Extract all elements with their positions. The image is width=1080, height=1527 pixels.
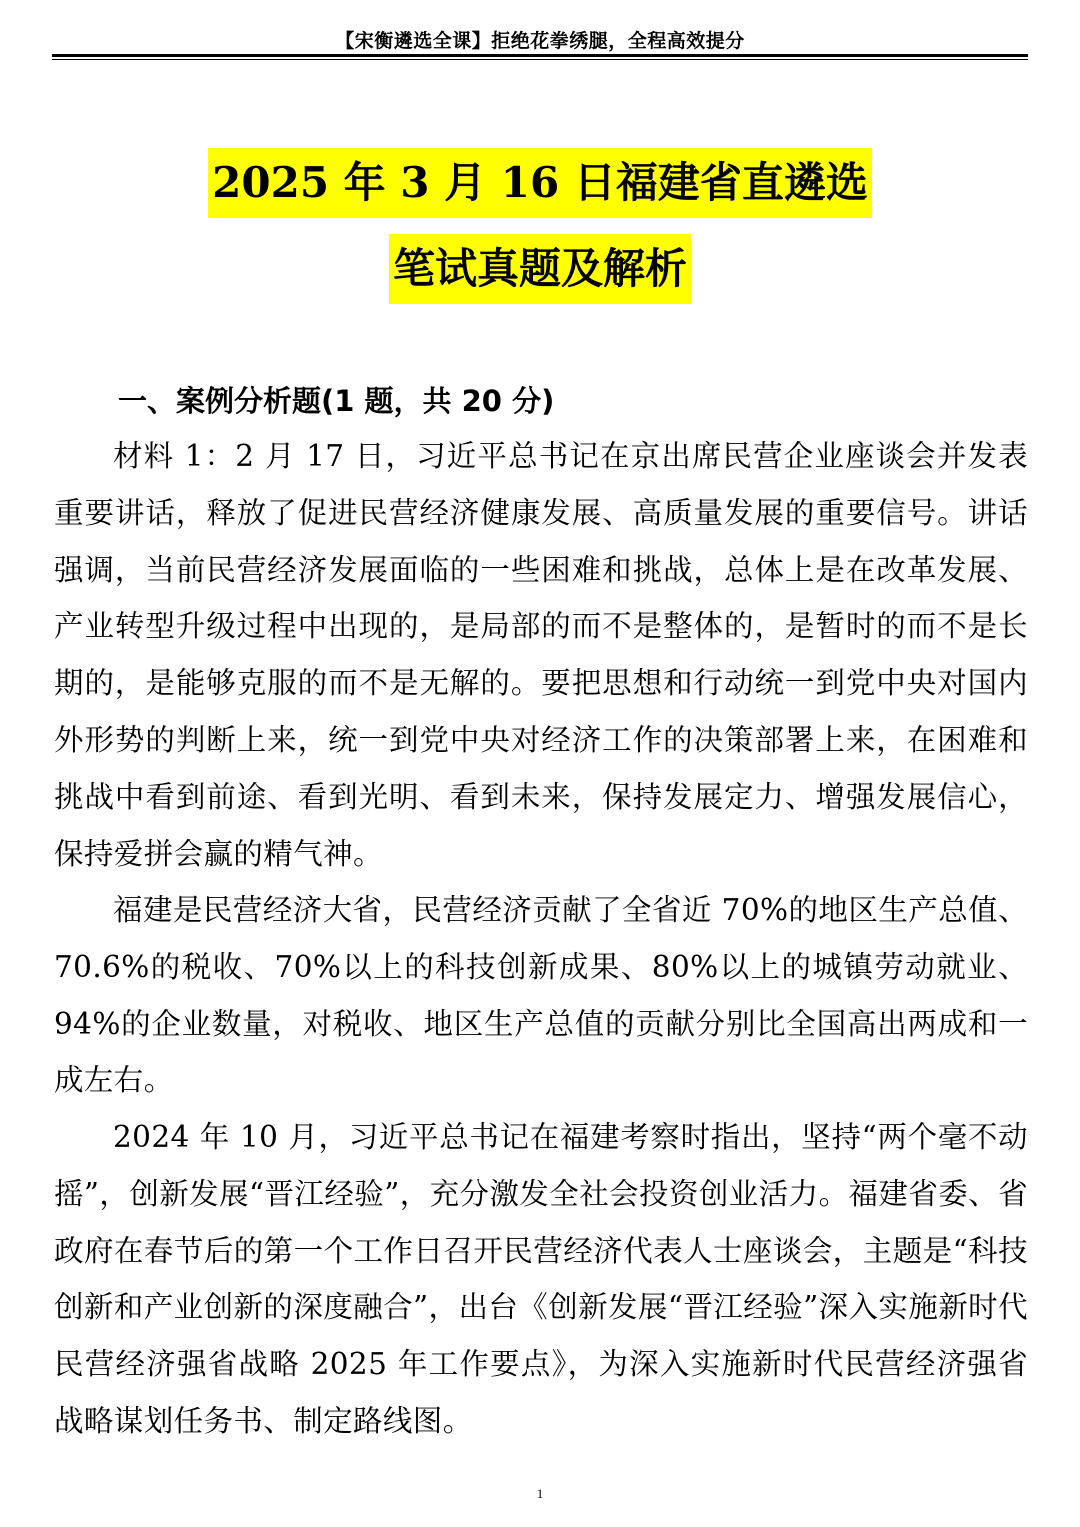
title-highlight-1: 2025 年 3 月 16 日福建省直遴选 (208, 148, 872, 218)
document-title-line-2 (0, 234, 1080, 304)
paragraph-fujian-economy: 福建是民营经济大省，民营经济贡献了全省近 70%的地区生产总值、70.6%的税收、70%以上的科技创新成果、80%以上的城镇劳动就业、94%的企业数量，对税收、地区生产总值的贡献分别比全国高出两成和一成左右。 (54, 893, 1028, 1098)
page-number: 1 (536, 1486, 544, 1501)
header-rule (52, 54, 1028, 57)
section-heading: 一、案例分析题(1 题，共 20 分) (118, 384, 555, 418)
header-rule-thin (52, 59, 1028, 60)
running-header: 【宋衡遴选全课】拒绝花拳绣腿，全程高效提分 (335, 30, 745, 52)
paragraph-material-1: 材料 1：2 月 17 日，习近平总书记在京出席民营企业座谈会并发表重要讲话，释放了促进民营经济健康发展、高质量发展的重要信号。讲话强调，当前民营经济发展面临的一些困难和挑战，总体上是在改革发展、产业转型升级过程中出现的，是局部的而不是整体的，是暂时的而不是长期的，是能够克服的而不是无解的。要把思想和行动统一到党中央对国内外形势的判断上来，统一到党中央对经济工作的决策部署上来，在困难和挑战中看到前途、看到光明、看到未来，保持发展定力、增强发展信心，保持爱拼会赢的精气神。 (54, 439, 1028, 871)
paragraph-jinjiang-experience: 2024 年 10 月，习近平总书记在福建考察时指出，坚持“两个毫不动摇”，创新发展“晋江经验”，充分激发全社会投资创业活力。福建省委、省政府在春节后的第一个工作日召开民营经济代表人士座谈会，主题是“科技创新和产业创新的深度融合”，出台《创新发展“晋江经验”深入实施新时代民营经济强省战略 2025 年工作要点》，为深入实施新时代民营经济强省战略谋划任务书、制定路线图。 (54, 1120, 1028, 1438)
title-highlight-2: 笔试真题及解析 (389, 234, 691, 304)
document-title-line-1 (0, 148, 1080, 218)
